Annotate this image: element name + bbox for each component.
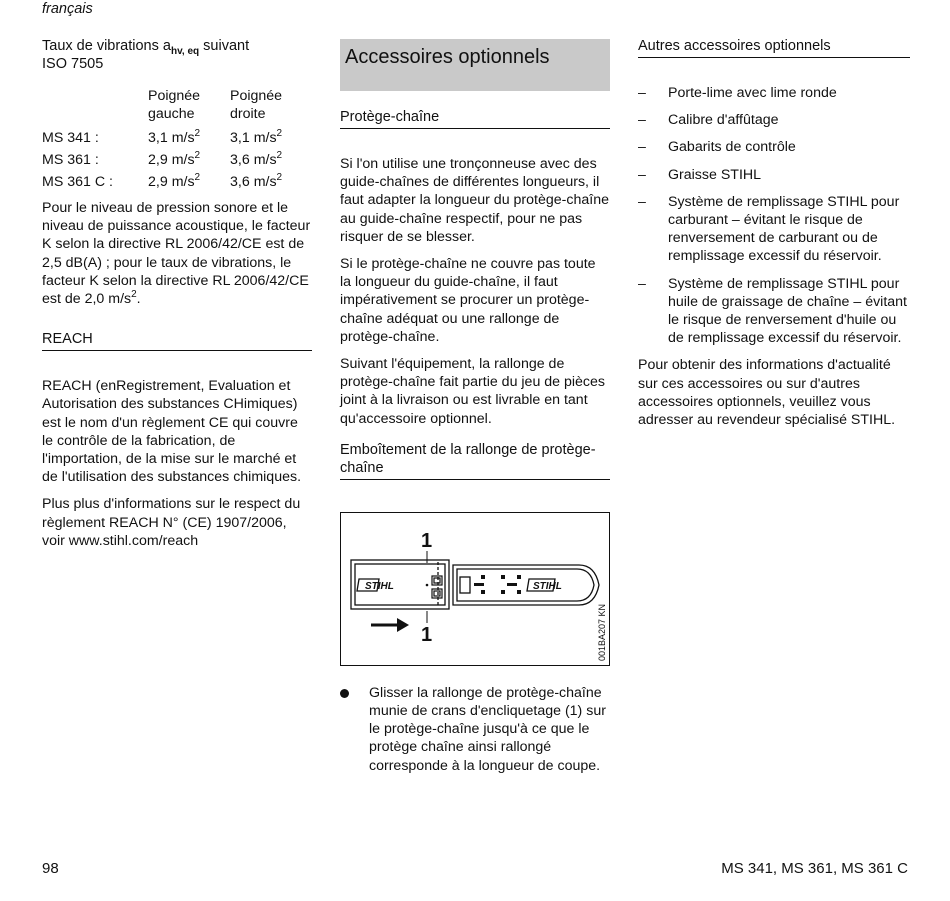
chainguard-paragraph-3: Suivant l'équipement, la rallonge de protège-chaîne fait partie du jeu de pièces joint à la livraison ou est livrable en tant qu'accessoire optionnel. bbox=[340, 356, 606, 427]
table-row: MS 361 : 2,9 $m/s^2$ 3,6 $m/s^2$ bbox=[42, 149, 283, 168]
notch-lower bbox=[432, 589, 442, 598]
column-vibration-reach bbox=[42, 37, 312, 559]
guard-rivets bbox=[474, 575, 521, 594]
footer-models: MS 341, MS 361, MS 361 C bbox=[721, 860, 908, 877]
figure-code: 001BA207 KN bbox=[597, 603, 607, 661]
language-label: français bbox=[42, 1, 93, 17]
list-item: – Système de remplissage STIHL pour huile de graissage de chaîne – évitant le risque de renversement d'huile ou de remplissage excessif du réservoir. bbox=[638, 275, 907, 347]
list-item: – Porte-lime avec lime ronde bbox=[638, 85, 837, 101]
accessories-list bbox=[638, 84, 910, 347]
bullet-icon bbox=[340, 689, 349, 698]
closing-paragraph: Pour obtenir des informations d'actualité sur ces accessoires ou sur d'autres accessoires optionnels, veuillez vous adresser au revendeur spécialisé STIHL. bbox=[638, 357, 896, 429]
table-header-row bbox=[42, 87, 312, 125]
other-accessories-heading: Autres accessoires optionnels bbox=[638, 37, 910, 58]
vibration-title: Taux de vibrations $a_{hv, eq}$ suivant ISO 7505 bbox=[42, 38, 250, 72]
list-item: – Gabarits de contrôle bbox=[638, 139, 796, 156]
chainguard-illustration bbox=[341, 513, 609, 665]
list-item: – Calibre d'affûtage bbox=[638, 112, 779, 129]
list-item: – Système de remplissage STIHL pour carburant – évitant le risque de renversement de carburant ou de remplissage excessif du réservoir. bbox=[638, 193, 900, 265]
column-optional-accessories bbox=[340, 37, 610, 775]
section-title: Accessoires optionnels bbox=[340, 39, 610, 91]
reach-paragraph: REACH (enRegistrement, Evaluation et Autorisation des substances CHimiques) est le nom d'un règlement CE qui couvre le contrôle de la fabrication, de l'importation, de la mise sur le marché et de l'utilisation des substances chimiques. bbox=[42, 378, 302, 486]
chainguard-heading: Protège-chaîne bbox=[340, 108, 610, 129]
vibration-table bbox=[42, 87, 312, 191]
fitting-heading: Emboîtement de la rallonge de protège-chaîne bbox=[340, 441, 610, 480]
brand-left: STIHL bbox=[365, 580, 394, 592]
brand-right: STIHL bbox=[533, 580, 562, 592]
table-row: MS 341 : 3,1 $m/s^2$ 3,1 $m/s^2$ bbox=[42, 127, 283, 146]
insert-direction-arrow bbox=[371, 618, 409, 632]
page-number: 98 bbox=[42, 860, 59, 877]
notch-upper bbox=[432, 576, 442, 585]
instruction-bullet: Glisser la rallonge de protège-chaîne munie de crans d'encliquetage (1) sur le protège-chaîne jusqu'à ce que le protège chaîne ainsi rallongé corresponde à la longueur de coupe. bbox=[340, 684, 610, 775]
callout-1-bottom: 1 bbox=[421, 623, 433, 646]
chainguard-figure bbox=[340, 512, 610, 666]
chainguard-paragraph-2: Si le protège-chaîne ne couvre pas toute la longueur du guide-chaîne, il faut impérativement se procurer un protège-chaîne adéquat ou une rallonge de protège-chaîne. bbox=[340, 256, 596, 345]
kfactor-paragraph: Pour le niveau de pression sonore et le niveau de puissance acoustique, le facteur K selon la directive RL 2006/42/CE est de 2,5 dB(A) ; pour le taux de vibrations, le facteur K selon la directive RL 2006/42/CE est de 2,0 $m/s^2$. bbox=[42, 200, 311, 308]
reach-heading: REACH bbox=[42, 330, 312, 351]
chainguard-paragraph-1: Si l'on utilise une tronçonneuse avec des guide-chaînes de différentes longueurs, il faut adapter la longueur du protège-chaîne au guide-chaîne respectif, pour ne pas risquer de se blesser. bbox=[340, 156, 609, 245]
table-row: MS 361 C : 2,9 $m/s^2$ 3,6 $m/s^2$ bbox=[42, 171, 283, 190]
header-left-handle: Poignée gauche bbox=[148, 88, 201, 122]
header-right-handle: Poignée droite bbox=[230, 88, 283, 122]
column-other-accessories bbox=[638, 37, 910, 438]
list-item: – Graisse STIHL bbox=[638, 166, 762, 183]
callout-1-top: 1 bbox=[421, 529, 433, 552]
reach-info-paragraph: Plus plus d'informations sur le respect du règlement REACH N° (CE) 1907/2006, voir www.stihl.com/reach bbox=[42, 496, 301, 549]
